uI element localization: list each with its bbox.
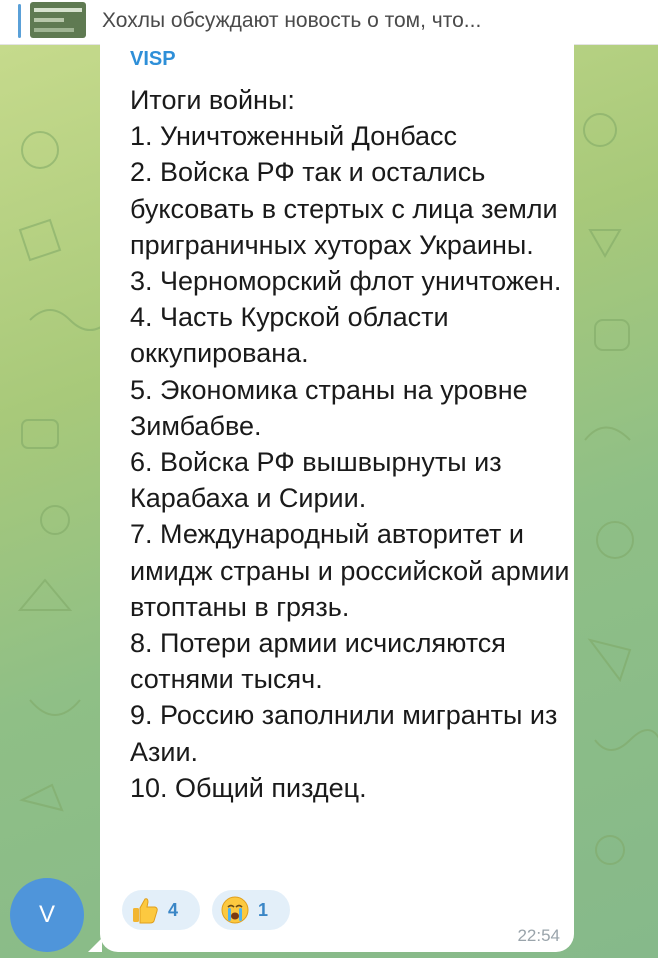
pinned-indicator bbox=[18, 4, 21, 38]
thumbs-up-icon bbox=[130, 895, 160, 925]
reaction-crying-face[interactable] bbox=[212, 890, 290, 930]
sender-name[interactable]: VISP bbox=[130, 48, 176, 70]
message-bubble[interactable] bbox=[100, 44, 574, 952]
sender-avatar[interactable]: V bbox=[10, 878, 84, 952]
message-timestamp: 22:54 bbox=[517, 926, 560, 945]
crying-face-icon bbox=[220, 895, 250, 925]
reactions-row bbox=[122, 890, 290, 930]
pinned-message-bar[interactable] bbox=[0, 0, 658, 45]
reaction-count: 4 bbox=[168, 899, 179, 920]
bubble-tail bbox=[88, 938, 102, 952]
reaction-count: 1 bbox=[258, 899, 269, 920]
reaction-thumbs-up[interactable] bbox=[122, 890, 200, 930]
pinned-preview-text: Хохлы обсуждают новость о том, что... bbox=[102, 9, 482, 32]
message-text: Итоги войны: 1. Уничтоженный Донбасс 2. Войска РФ так и остались буксовать в стертых с лица земли приграничных хуторах Украины. 3. Черноморский флот уничтожен. 4. Часть Курской области оккупирована. 5. Экономика страны на уровне Зимбабве. 6. Войска РФ вышвырнуты из Карабаха и Сирии. 7. Международный авторитет и имидж страны и российской армии втоптаны в грязь. 8. Потери армии исчисляются сотнями тысяч. 9. Россию заполнили мигранты из Азии. 10. Общий пиздец. bbox=[130, 85, 570, 803]
pinned-thumbnail bbox=[30, 2, 86, 38]
